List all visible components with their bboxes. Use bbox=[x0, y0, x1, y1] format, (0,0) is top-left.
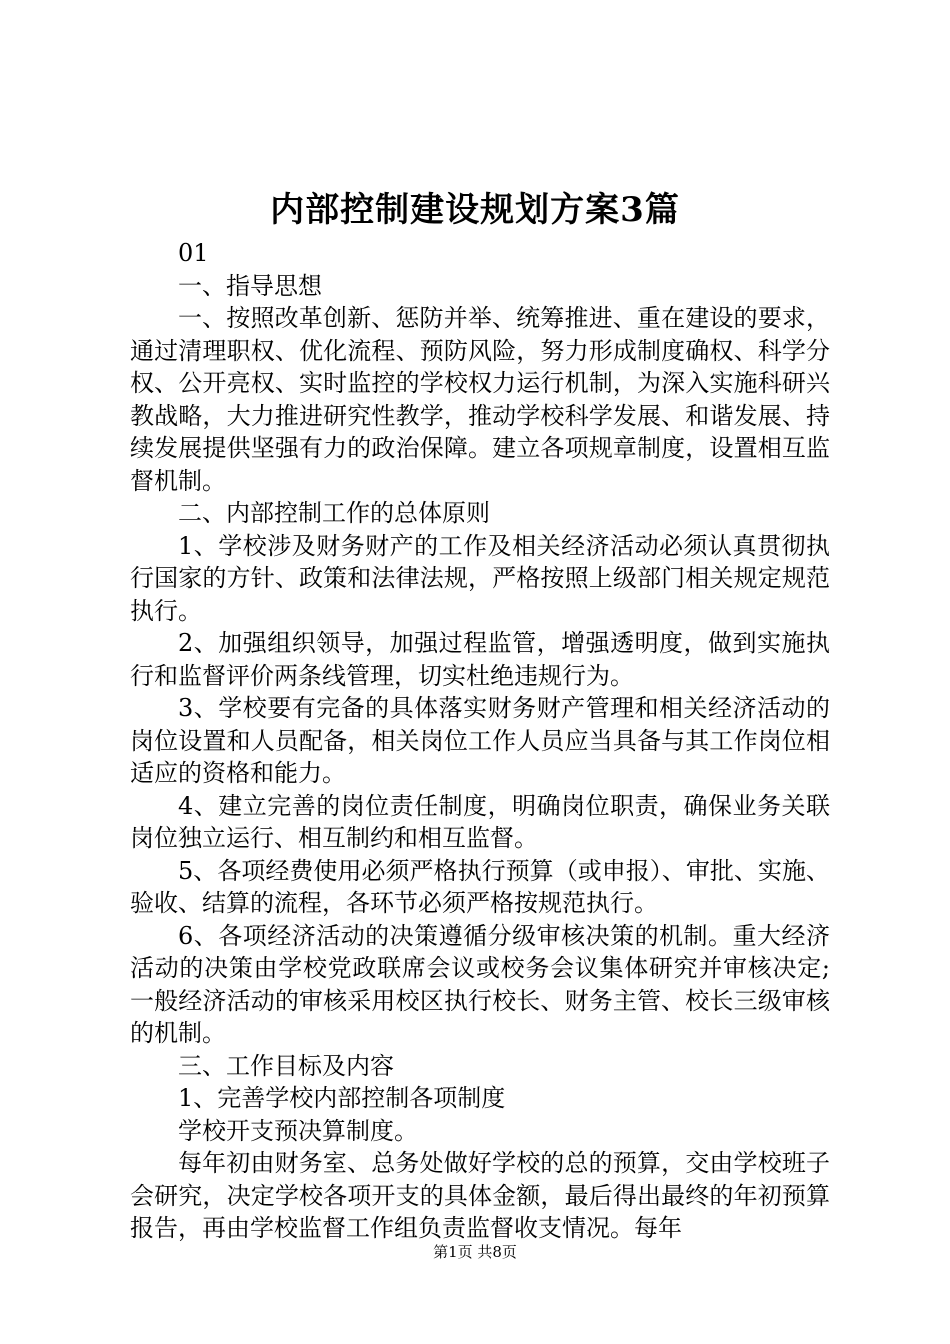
heading-goals-and-content: 三、工作目标及内容 bbox=[178, 1051, 394, 1080]
document-body bbox=[130, 237, 830, 1245]
paragraph-principle-2: 2、加强组织领导，加强过程监管，增强透明度，做到实施执行和监督评价两条线管理，切实杜绝违规行为。 bbox=[130, 629, 830, 690]
paragraph-section-number: 01 bbox=[178, 239, 209, 267]
paragraph-budget-system: 每年初由财务室、总务处做好学校的总的预算，交由学校班子会研究，决定学校各项开支的具体金额，最后得出最终的年初预算报告，再由学校监督工作组负责监督收支情况。每年 bbox=[130, 1149, 830, 1242]
paragraph-principle-4: 4、建立完善的岗位责任制度，明确岗位职责，确保业务关联岗位独立运行、相互制约和相互监督。 bbox=[130, 791, 830, 852]
paragraph-guiding-ideology: 一、按照改革创新、惩防并举、统筹推进、重在建设的要求，通过清理职权、优化流程、预防风险，努力形成制度确权、科学分权、公开亮权、实时监控的学校权力运行机制，为深入实施科研兴教战略，大力推进研究性教学，推动学校科学发展、和谐发展、持续发展提供坚强有力的政治保障。建立各项规章制度，设置相互监督机制。 bbox=[130, 304, 830, 495]
document-title: 内部控制建设规划方案3篇 bbox=[270, 190, 680, 230]
page-footer: 第1页 共8页 bbox=[433, 1243, 517, 1261]
heading-guiding-ideology: 一、指导思想 bbox=[178, 271, 322, 300]
paragraph-principle-6: 6、各项经济活动的决策遵循分级审核决策的机制。重大经济活动的决策由学校党政联席会议或校务会议集体研究并审核决定;一般经济活动的审核采用校区执行校长、财务主管、校长三级审核的机制。 bbox=[130, 921, 830, 1047]
subheading-budget-system: 学校开支预决算制度。 bbox=[178, 1116, 418, 1145]
paragraph-principle-3: 3、学校要有完备的具体落实财务财产管理和相关经济活动的岗位设置和人员配备，相关岗位工作人员应当具备与其工作岗位相适应的资格和能力。 bbox=[130, 694, 830, 787]
paragraph-principle-1: 1、学校涉及财务财产的工作及相关经济活动必须认真贯彻执行国家的方针、政策和法律法规，严格按照上级部门相关规定规范执行。 bbox=[130, 531, 830, 625]
paragraph-principle-5: 5、各项经费使用必须严格执行预算（或申报）、审批、实施、验收、结算的流程，各环节必须严格按规范执行。 bbox=[130, 856, 830, 917]
heading-general-principles: 二、内部控制工作的总体原则 bbox=[178, 499, 490, 527]
subheading-internal-control-systems: 1、完善学校内部控制各项制度 bbox=[178, 1084, 506, 1112]
